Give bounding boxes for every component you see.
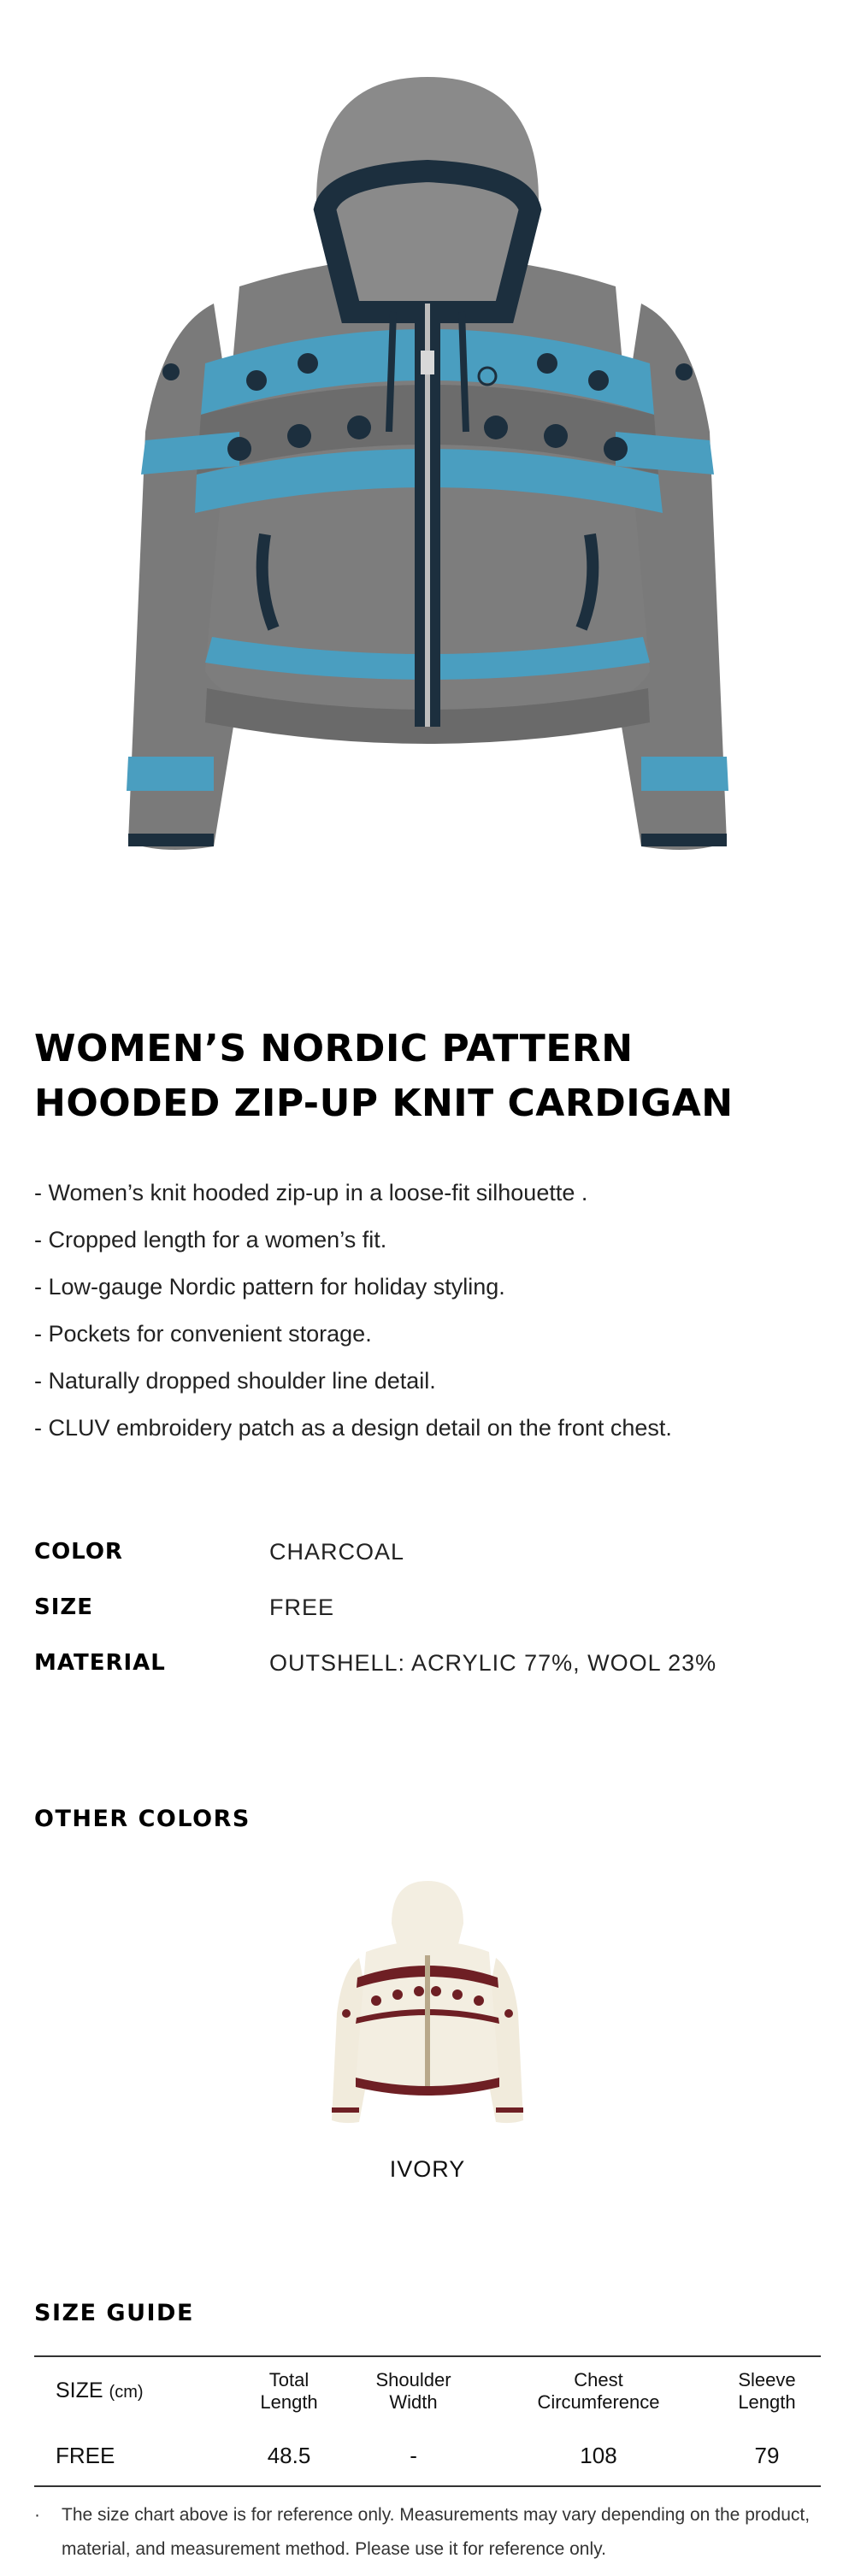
description-item: - CLUV embroidery patch as a design detail on the front chest. — [34, 1415, 672, 1441]
size-table-header-row — [34, 2356, 821, 2426]
other-colors-heading: OTHER COLORS — [34, 1806, 251, 1832]
total-length-cell: 48.5 — [267, 2442, 311, 2468]
description-item: - Pockets for convenient storage. — [34, 1321, 372, 1347]
spec-material-value: OUTSHELL: ACRYLIC 77%, WOOL 23% — [269, 1650, 717, 1676]
color-swatch-ivory-label[interactable]: IVORY — [389, 2156, 466, 2182]
size-column-header — [34, 2356, 235, 2426]
ivory-cardigan-thumbnail — [325, 1877, 530, 2133]
color-swatch-ivory[interactable] — [325, 1877, 530, 2133]
spec-color-value: CHARCOAL — [269, 1539, 405, 1565]
chest-circumference-cell: 108 — [580, 2442, 617, 2468]
spec-size-label: SIZE — [34, 1595, 94, 1620]
header-line: Length — [260, 2391, 318, 2413]
size-column-label: SIZE — [56, 2379, 103, 2402]
header-line: Total — [268, 2369, 310, 2390]
header-line: Circumference — [537, 2391, 660, 2413]
shoulder-width-header — [343, 2356, 484, 2426]
product-description-list — [34, 1170, 672, 1452]
chest-circumference-header — [484, 2356, 713, 2426]
size-guide-table — [34, 2355, 821, 2487]
spec-material-label: MATERIAL — [34, 1650, 166, 1676]
header-line: Width — [389, 2391, 438, 2413]
table-row — [34, 2426, 821, 2486]
total-length-header — [235, 2356, 343, 2426]
note-text: The size chart above is for reference only. Measurements may vary depending on the product, material, and measurement method. Please use it for reference only. — [62, 2505, 811, 2559]
spec-size-value: FREE — [269, 1595, 335, 1620]
size-guide-heading: SIZE GUIDE — [34, 2300, 194, 2326]
description-item: - Naturally dropped shoulder line detail. — [34, 1368, 436, 1394]
product-title: WOMEN’S NORDIC PATTERN HOODED ZIP-UP KNIT CARDIGAN — [34, 1027, 734, 1125]
size-cell: FREE — [56, 2442, 115, 2468]
header-line: Length — [738, 2391, 796, 2413]
description-item: - Cropped length for a women’s fit. — [34, 1227, 387, 1253]
description-item: - Women’s knit hooded zip-up in a loose-fit silhouette . — [34, 1180, 588, 1205]
description-item: - Low-gauge Nordic pattern for holiday styling. — [34, 1274, 505, 1300]
product-main-image — [0, 0, 855, 940]
header-line: Sleeve — [738, 2369, 796, 2390]
note-bullet: · — [34, 2505, 40, 2525]
size-unit-label: (cm) — [109, 2383, 144, 2402]
cardigan-illustration — [111, 73, 744, 876]
size-guide-note — [34, 2498, 821, 2567]
sleeve-length-cell: 79 — [754, 2442, 780, 2468]
header-line: Chest — [574, 2369, 623, 2390]
sleeve-length-header — [713, 2356, 821, 2426]
header-line: Shoulder — [375, 2369, 451, 2390]
shoulder-width-cell: - — [410, 2442, 417, 2468]
spec-color-label: COLOR — [34, 1539, 123, 1565]
